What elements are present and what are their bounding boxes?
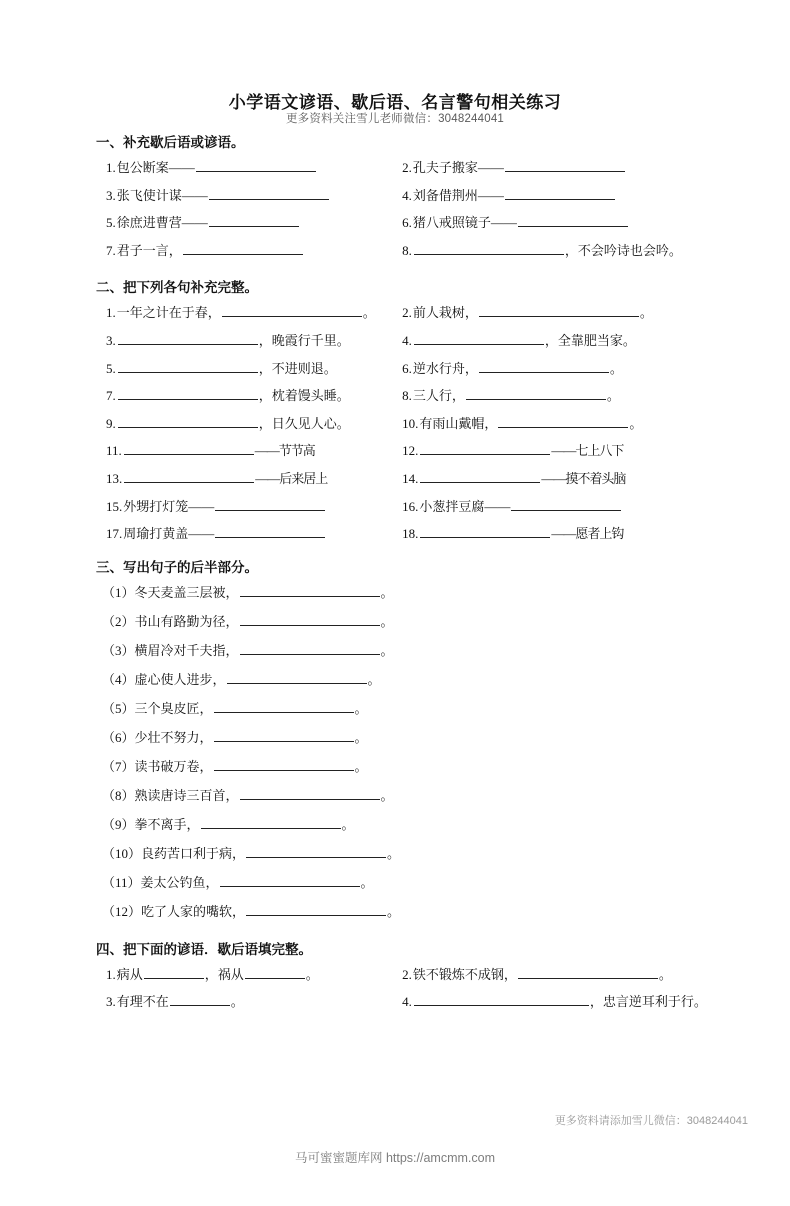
- item-text: 冬天麦盖三层被，: [134, 584, 239, 600]
- item-text: 少壮不努力，: [134, 729, 213, 745]
- item-number: 14.: [402, 470, 419, 486]
- answer-blank[interactable]: [498, 413, 628, 428]
- exercise-row: [106, 496, 718, 515]
- answer-blank[interactable]: [118, 385, 258, 400]
- exercise-item: [402, 385, 718, 404]
- exercise-item: [402, 496, 718, 515]
- item-tail: ，晚霞行千里。: [258, 332, 350, 348]
- answer-blank[interactable]: [414, 240, 564, 255]
- exercise-row: [106, 991, 718, 1010]
- item-number: （11）: [102, 874, 141, 890]
- item-tail: ——后来居上: [255, 470, 328, 486]
- exercise-item: [106, 330, 402, 349]
- item-number: 11.: [106, 443, 122, 459]
- exercise-row: [106, 302, 718, 321]
- item-number: 2.: [402, 966, 412, 982]
- item-number: 9.: [106, 415, 116, 431]
- item-text: 铁不锻炼不成钢，: [412, 966, 517, 982]
- item-number: 2.: [402, 305, 412, 321]
- answer-blank[interactable]: [420, 523, 550, 538]
- item-number: 13.: [106, 470, 123, 486]
- exercise-row: [102, 698, 718, 717]
- exercise-item: [106, 157, 402, 176]
- answer-blank[interactable]: [479, 358, 609, 373]
- exercise-item: [402, 523, 718, 542]
- item-tail: ——愿者上钩: [551, 526, 624, 542]
- answer-blank[interactable]: [511, 496, 621, 511]
- item-tail: 。: [341, 816, 355, 832]
- item-text: 一年之计在于春，: [116, 305, 221, 321]
- item-tail: 。: [629, 415, 643, 431]
- exercise-row: [106, 185, 718, 204]
- item-number: （2）: [102, 613, 135, 629]
- section-heading-2: 二、把下列各句补充完整。: [96, 280, 258, 296]
- item-text: 猪八戒照镜子——: [412, 215, 517, 231]
- item-number: 3.: [106, 187, 116, 203]
- item-text: 良药苦口利于病，: [141, 845, 246, 861]
- answer-blank[interactable]: [124, 468, 254, 483]
- item-tail: 。: [639, 305, 653, 321]
- exercise-item: [106, 496, 402, 515]
- item-number: 10.: [402, 415, 419, 431]
- answer-blank[interactable]: [144, 964, 204, 979]
- item-number: （8）: [102, 787, 135, 803]
- item-tail: 。: [354, 758, 368, 774]
- item-tail: ——七上八下: [551, 443, 624, 459]
- item-text: 周瑜打黄盖——: [123, 526, 215, 542]
- item-tail: 。: [380, 584, 394, 600]
- answer-blank[interactable]: [505, 157, 625, 172]
- item-text: 徐庶进曹营——: [116, 215, 208, 231]
- item-tail: 。: [367, 671, 381, 687]
- answer-blank[interactable]: [479, 302, 639, 317]
- item-tail: ，枕着馒头睡。: [258, 388, 350, 404]
- item-text: 逆水行舟，: [412, 360, 478, 376]
- exercise-row: [102, 582, 718, 601]
- answer-blank[interactable]: [505, 185, 615, 200]
- exercise-item: [402, 157, 718, 176]
- item-tail: 。: [354, 729, 368, 745]
- exercise-row: [106, 157, 718, 176]
- answer-blank[interactable]: [118, 413, 258, 428]
- exercise-item: [402, 240, 718, 259]
- answer-blank[interactable]: [420, 440, 550, 455]
- answer-blank[interactable]: [220, 872, 360, 887]
- item-text: 有理不在: [116, 994, 169, 1010]
- item-number: 5.: [106, 360, 116, 376]
- exercise-row: [106, 358, 718, 377]
- item-tail: ，日久见人心。: [258, 415, 350, 431]
- item-tail: ，不进则退。: [258, 360, 337, 376]
- exercise-item: [402, 964, 718, 983]
- exercise-item: [106, 185, 402, 204]
- item-text: 吃了人家的嘴软，: [141, 903, 246, 919]
- answer-blank[interactable]: [414, 991, 589, 1006]
- item-tail: 。: [387, 845, 401, 861]
- exercise-item: [402, 330, 718, 349]
- item-number: 16.: [402, 498, 419, 514]
- item-number: 2.: [402, 160, 412, 175]
- exercise-row: [106, 964, 718, 983]
- item-number: 3.: [106, 332, 116, 348]
- item-text: 病从: [116, 966, 143, 982]
- item-number: （12）: [102, 903, 142, 919]
- item-number: 5.: [106, 215, 116, 231]
- item-tail: 。: [354, 700, 368, 716]
- item-text: 姜太公钓鱼，: [140, 874, 219, 890]
- item-number: 4.: [402, 187, 412, 203]
- item-text: 刘备借荆州——: [412, 187, 504, 203]
- item-number: 8.: [402, 242, 412, 258]
- item-number: （10）: [102, 845, 142, 861]
- item-number: （5）: [102, 700, 135, 716]
- answer-blank[interactable]: [214, 727, 354, 742]
- exercise-item: [106, 468, 402, 487]
- exercise-item: [402, 185, 718, 204]
- exercise-row: [102, 843, 718, 862]
- item-mid: ，祸从: [204, 966, 244, 982]
- exercise-row: [106, 212, 718, 231]
- item-number: （1）: [102, 584, 135, 600]
- item-text: 读书破万卷，: [134, 758, 213, 774]
- item-number: 6.: [402, 215, 412, 231]
- item-tail: ，不会吟诗也会吟。: [564, 242, 682, 258]
- item-text: 横眉冷对千夫指，: [134, 642, 239, 658]
- answer-blank[interactable]: [215, 496, 325, 511]
- item-tail: 。: [380, 642, 394, 658]
- item-number: 12.: [402, 443, 419, 459]
- item-number: （4）: [102, 671, 135, 687]
- item-number: 15.: [106, 498, 123, 514]
- item-number: 1.: [106, 966, 116, 982]
- item-text: 书山有路勤为径，: [134, 613, 239, 629]
- exercise-item: [402, 413, 718, 432]
- answer-blank[interactable]: [240, 611, 380, 626]
- item-tail: 。: [606, 388, 620, 404]
- exercise-item: [106, 358, 402, 377]
- item-number: 17.: [106, 526, 123, 542]
- answer-blank[interactable]: [227, 669, 367, 684]
- answer-blank[interactable]: [215, 523, 325, 538]
- answer-blank[interactable]: [420, 468, 540, 483]
- answer-blank[interactable]: [196, 157, 316, 172]
- item-number: 18.: [402, 526, 419, 542]
- answer-blank[interactable]: [246, 843, 386, 858]
- answer-blank[interactable]: [240, 582, 380, 597]
- exercise-item: [402, 302, 718, 321]
- exercise-item: [106, 964, 402, 983]
- answer-blank[interactable]: [214, 698, 354, 713]
- exercise-row: [102, 611, 718, 630]
- answer-blank[interactable]: [246, 901, 386, 916]
- item-tail: 。: [387, 903, 401, 919]
- item-text: 有雨山戴帽，: [419, 415, 498, 431]
- item-number: 4.: [402, 332, 412, 348]
- exercise-row: [102, 640, 718, 659]
- item-text: 前人栽树，: [412, 305, 478, 321]
- answer-blank[interactable]: [518, 212, 628, 227]
- watermark-bottom-center: 马可蜜蜜题库网 https://amcmm.com: [294, 1151, 496, 1165]
- section-2-rows: [72, 302, 718, 541]
- exercise-row: [102, 872, 718, 891]
- exercise-row: [106, 523, 718, 542]
- section-4-rows: [72, 964, 718, 1010]
- answer-blank[interactable]: [414, 330, 544, 345]
- item-text: 君子一言，: [116, 242, 182, 258]
- section-1-rows: [72, 157, 718, 258]
- answer-blank[interactable]: [214, 756, 354, 771]
- exercise-item: [106, 523, 402, 542]
- exercise-row: [102, 901, 718, 920]
- exercise-row: [102, 756, 718, 775]
- item-text: 包公断案——: [116, 160, 195, 175]
- item-number: 3.: [106, 994, 116, 1010]
- answer-blank[interactable]: [170, 991, 230, 1006]
- answer-blank[interactable]: [201, 814, 341, 829]
- item-text: 熟读唐诗三百首，: [134, 787, 239, 803]
- item-tail: 。: [658, 966, 672, 982]
- item-text: 虚心使人进步，: [134, 671, 226, 687]
- section-heading-4: 四、把下面的谚语．歇后语填完整。: [96, 941, 312, 957]
- answer-blank[interactable]: [118, 358, 258, 373]
- item-text: 三人行，: [412, 388, 465, 404]
- answer-blank[interactable]: [240, 785, 380, 800]
- exercise-item: [402, 358, 718, 377]
- answer-blank[interactable]: [245, 964, 305, 979]
- answer-blank[interactable]: [222, 302, 362, 317]
- exercise-item: [402, 468, 718, 487]
- exercise-row: [106, 413, 718, 432]
- exercise-row: [102, 785, 718, 804]
- exercise-row: [102, 814, 718, 833]
- item-number: （6）: [102, 729, 135, 745]
- exercise-row: [102, 669, 718, 688]
- section-heading-1: 一、补充歇后语或谚语。: [96, 135, 245, 150]
- worksheet-page: [0, 88, 790, 1206]
- item-tail: ——摸不着头脑: [541, 470, 626, 486]
- exercise-row: [106, 385, 718, 404]
- answer-blank[interactable]: [183, 240, 303, 255]
- exercise-row: [106, 330, 718, 349]
- item-tail: 。: [362, 305, 376, 321]
- exercise-row: [106, 240, 718, 259]
- answer-blank[interactable]: [466, 385, 606, 400]
- exercise-item: [106, 212, 402, 231]
- item-text: 外甥打灯笼——: [123, 498, 215, 514]
- exercise-item: [402, 212, 718, 231]
- exercise-item: [106, 413, 402, 432]
- page-title: 小学语文谚语、歇后语、名言警句相关练习: [228, 93, 562, 112]
- answer-blank[interactable]: [240, 640, 380, 655]
- exercise-item: [106, 991, 402, 1010]
- section-3-rows: [72, 582, 718, 920]
- item-number: 7.: [106, 388, 116, 404]
- item-tail: ，全靠肥当家。: [544, 332, 636, 348]
- item-number: （9）: [102, 816, 135, 832]
- item-number: （3）: [102, 642, 135, 658]
- item-number: 1.: [106, 305, 116, 321]
- item-tail: 。: [609, 360, 623, 376]
- exercise-item: [106, 385, 402, 404]
- section-heading-3: 三、写出句子的后半部分。: [96, 559, 258, 575]
- item-number: 7.: [106, 242, 116, 258]
- answer-blank[interactable]: [209, 212, 299, 227]
- item-text: 张飞使计谋——: [116, 187, 208, 203]
- item-text: 拳不离手，: [134, 816, 200, 832]
- item-text: 小葱拌豆腐——: [419, 498, 511, 514]
- item-number: 8.: [402, 388, 412, 404]
- item-number: 6.: [402, 360, 412, 376]
- item-text: 孔夫子搬家——: [412, 160, 504, 175]
- item-tail: 。: [230, 994, 244, 1010]
- watermark-top: 更多资料关注雪儿老师微信：3048244041: [285, 113, 505, 125]
- exercise-item: [402, 440, 718, 459]
- answer-blank[interactable]: [518, 964, 658, 979]
- watermark-bottom-right: 更多资料请添加雪儿微信：3048244041: [554, 1115, 748, 1127]
- item-tail: ，忠言逆耳利于行。: [589, 994, 707, 1010]
- exercise-row: [102, 727, 718, 746]
- answer-blank[interactable]: [124, 440, 254, 455]
- item-number: （7）: [102, 758, 135, 774]
- item-number: 4.: [402, 994, 412, 1010]
- item-text: 三个臭皮匠，: [134, 700, 213, 716]
- answer-blank[interactable]: [118, 330, 258, 345]
- exercise-item: [106, 302, 402, 321]
- exercise-item: [402, 991, 718, 1010]
- item-tail: 。: [360, 874, 374, 890]
- exercise-item: [106, 240, 402, 259]
- exercise-row: [106, 468, 718, 487]
- item-tail: 。: [305, 966, 319, 982]
- item-tail: ——节节高: [254, 443, 315, 459]
- answer-blank[interactable]: [209, 185, 329, 200]
- item-number: 1.: [106, 160, 116, 175]
- exercise-row: [106, 440, 718, 459]
- item-tail: 。: [380, 787, 394, 803]
- exercise-item: [106, 440, 402, 459]
- item-tail: 。: [380, 613, 394, 629]
